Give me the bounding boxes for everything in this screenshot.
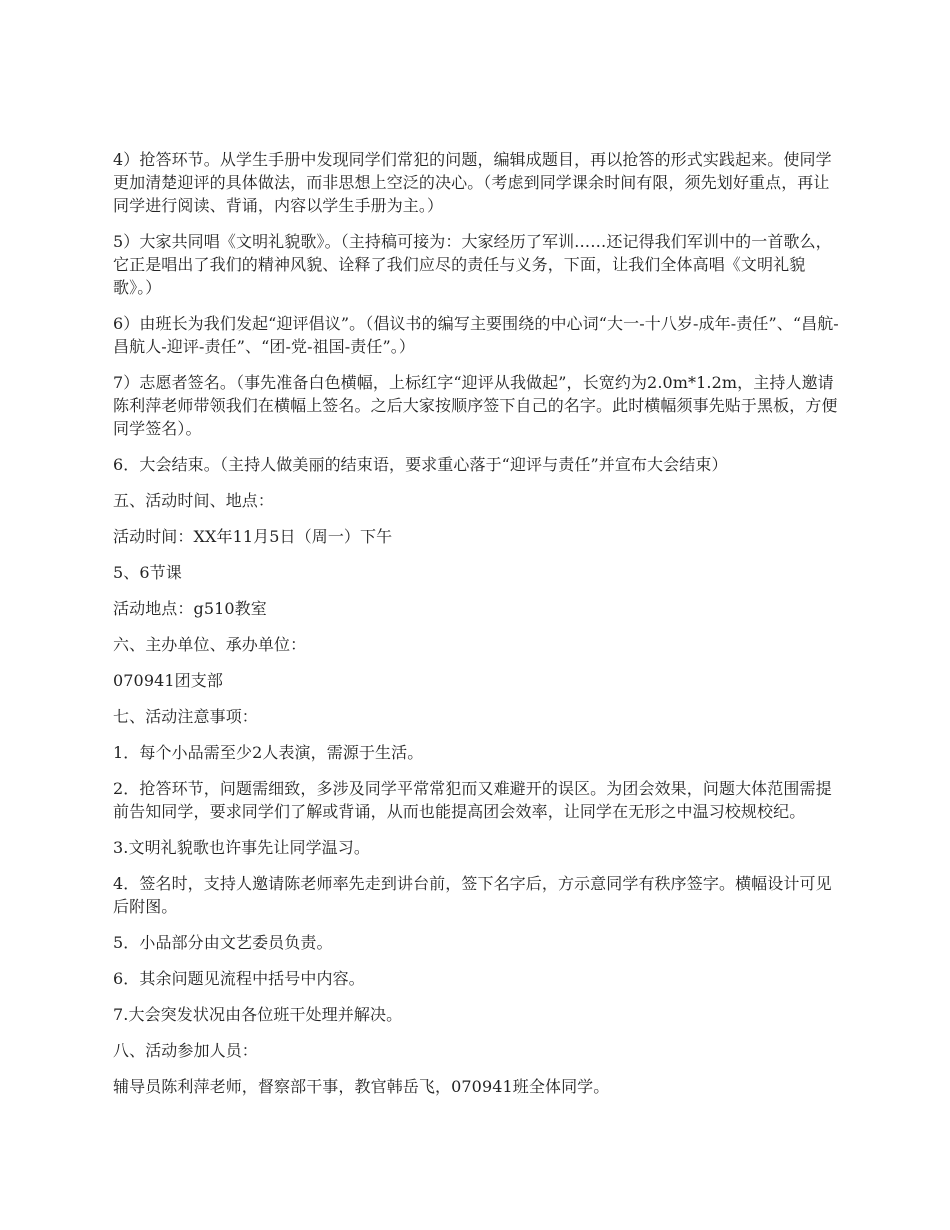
note-item-2: 2．抢答环节，问题需细致，多涉及同学平常常犯而又难避开的误区。为团会效果，问题大体范围需提前告知同学，要求同学们了解或背诵，从而也能提高团会效率，让同学在无形之中温习校规校纪。 (113, 779, 832, 821)
document-body (113, 148, 843, 1111)
heading-organizers: 六、主办单位、承办单位： (113, 635, 307, 654)
paragraph-organizer-name: 070941团支部 (113, 671, 223, 690)
heading-time-place: 五、活动时间、地点： (113, 491, 275, 510)
paragraph-activity-location: 活动地点：g510教室 (113, 599, 267, 618)
note-item-6: 6．其余问题见流程中括号中内容。 (113, 969, 365, 988)
paragraph-proposal-section: 6）由班长为我们发起“迎评倡议”。（倡议书的编写主要围绕的中心词“大一-十八岁-成年-责任”、“昌航-昌航人-迎评-责任”、“团-党-祖国-责任”。） (113, 314, 839, 356)
paragraph-class-periods: 5、6节课 (113, 563, 182, 582)
note-item-7: 7.大会突发状况由各位班干处理并解决。 (113, 1005, 403, 1024)
paragraph-activity-time: 活动时间：XX年11月5日（周一）下午 (113, 527, 393, 546)
paragraph-signature-section: 7）志愿者签名。（事先准备白色横幅，上标红字“迎评从我做起”，长宽约为2.0m*1.2m，主持人邀请陈利萍老师带领我们在横幅上签名。之后大家按顺序签下自己的名字。此时横幅须事先贴于黑板，方便同学签名）。 (113, 373, 838, 438)
heading-participants: 八、活动参加人员： (113, 1041, 258, 1060)
paragraph-participants: 辅导员陈利萍老师，督察部干事，教官韩岳飞，070941班全体同学。 (113, 1077, 610, 1096)
paragraph-song-section: 5）大家共同唱《文明礼貌歌》。（主持稿可接为：大家经历了军训……还记得我们军训中的一首歌么，它正是唱出了我们的精神风貌、诠释了我们应尽的责任与义务，下面，让我们全体高唱《文明礼貌歌》。） (113, 232, 832, 297)
paragraph-quiz-section: 4）抢答环节。从学生手册中发现同学们常犯的问题，编辑成题目，再以抢答的形式实践起来。使同学更加清楚迎评的具体做法，而非思想上空泛的决心。（考虑到同学课余时间有限，须先划好重点，再让同学进行阅读、背诵，内容以学生手册为主。） (113, 150, 832, 215)
paragraph-meeting-end: 6．大会结束。（主持人做美丽的结束语，要求重心落于“迎评与责任”并宣布大会结束） (113, 455, 728, 474)
heading-notes: 七、活动注意事项： (113, 707, 258, 726)
note-item-5: 5．小品部分由文艺委员负责。 (113, 933, 333, 952)
note-item-4: 4．签名时，支持人邀请陈老师率先走到讲台前，签下名字后，方示意同学有秩序签字。横幅设计可见后附图。 (113, 874, 832, 916)
note-item-1: 1．每个小品需至少2人表演，需源于生活。 (113, 743, 424, 762)
note-item-3: 3.文明礼貌歌也许事先让同学温习。 (113, 838, 370, 857)
